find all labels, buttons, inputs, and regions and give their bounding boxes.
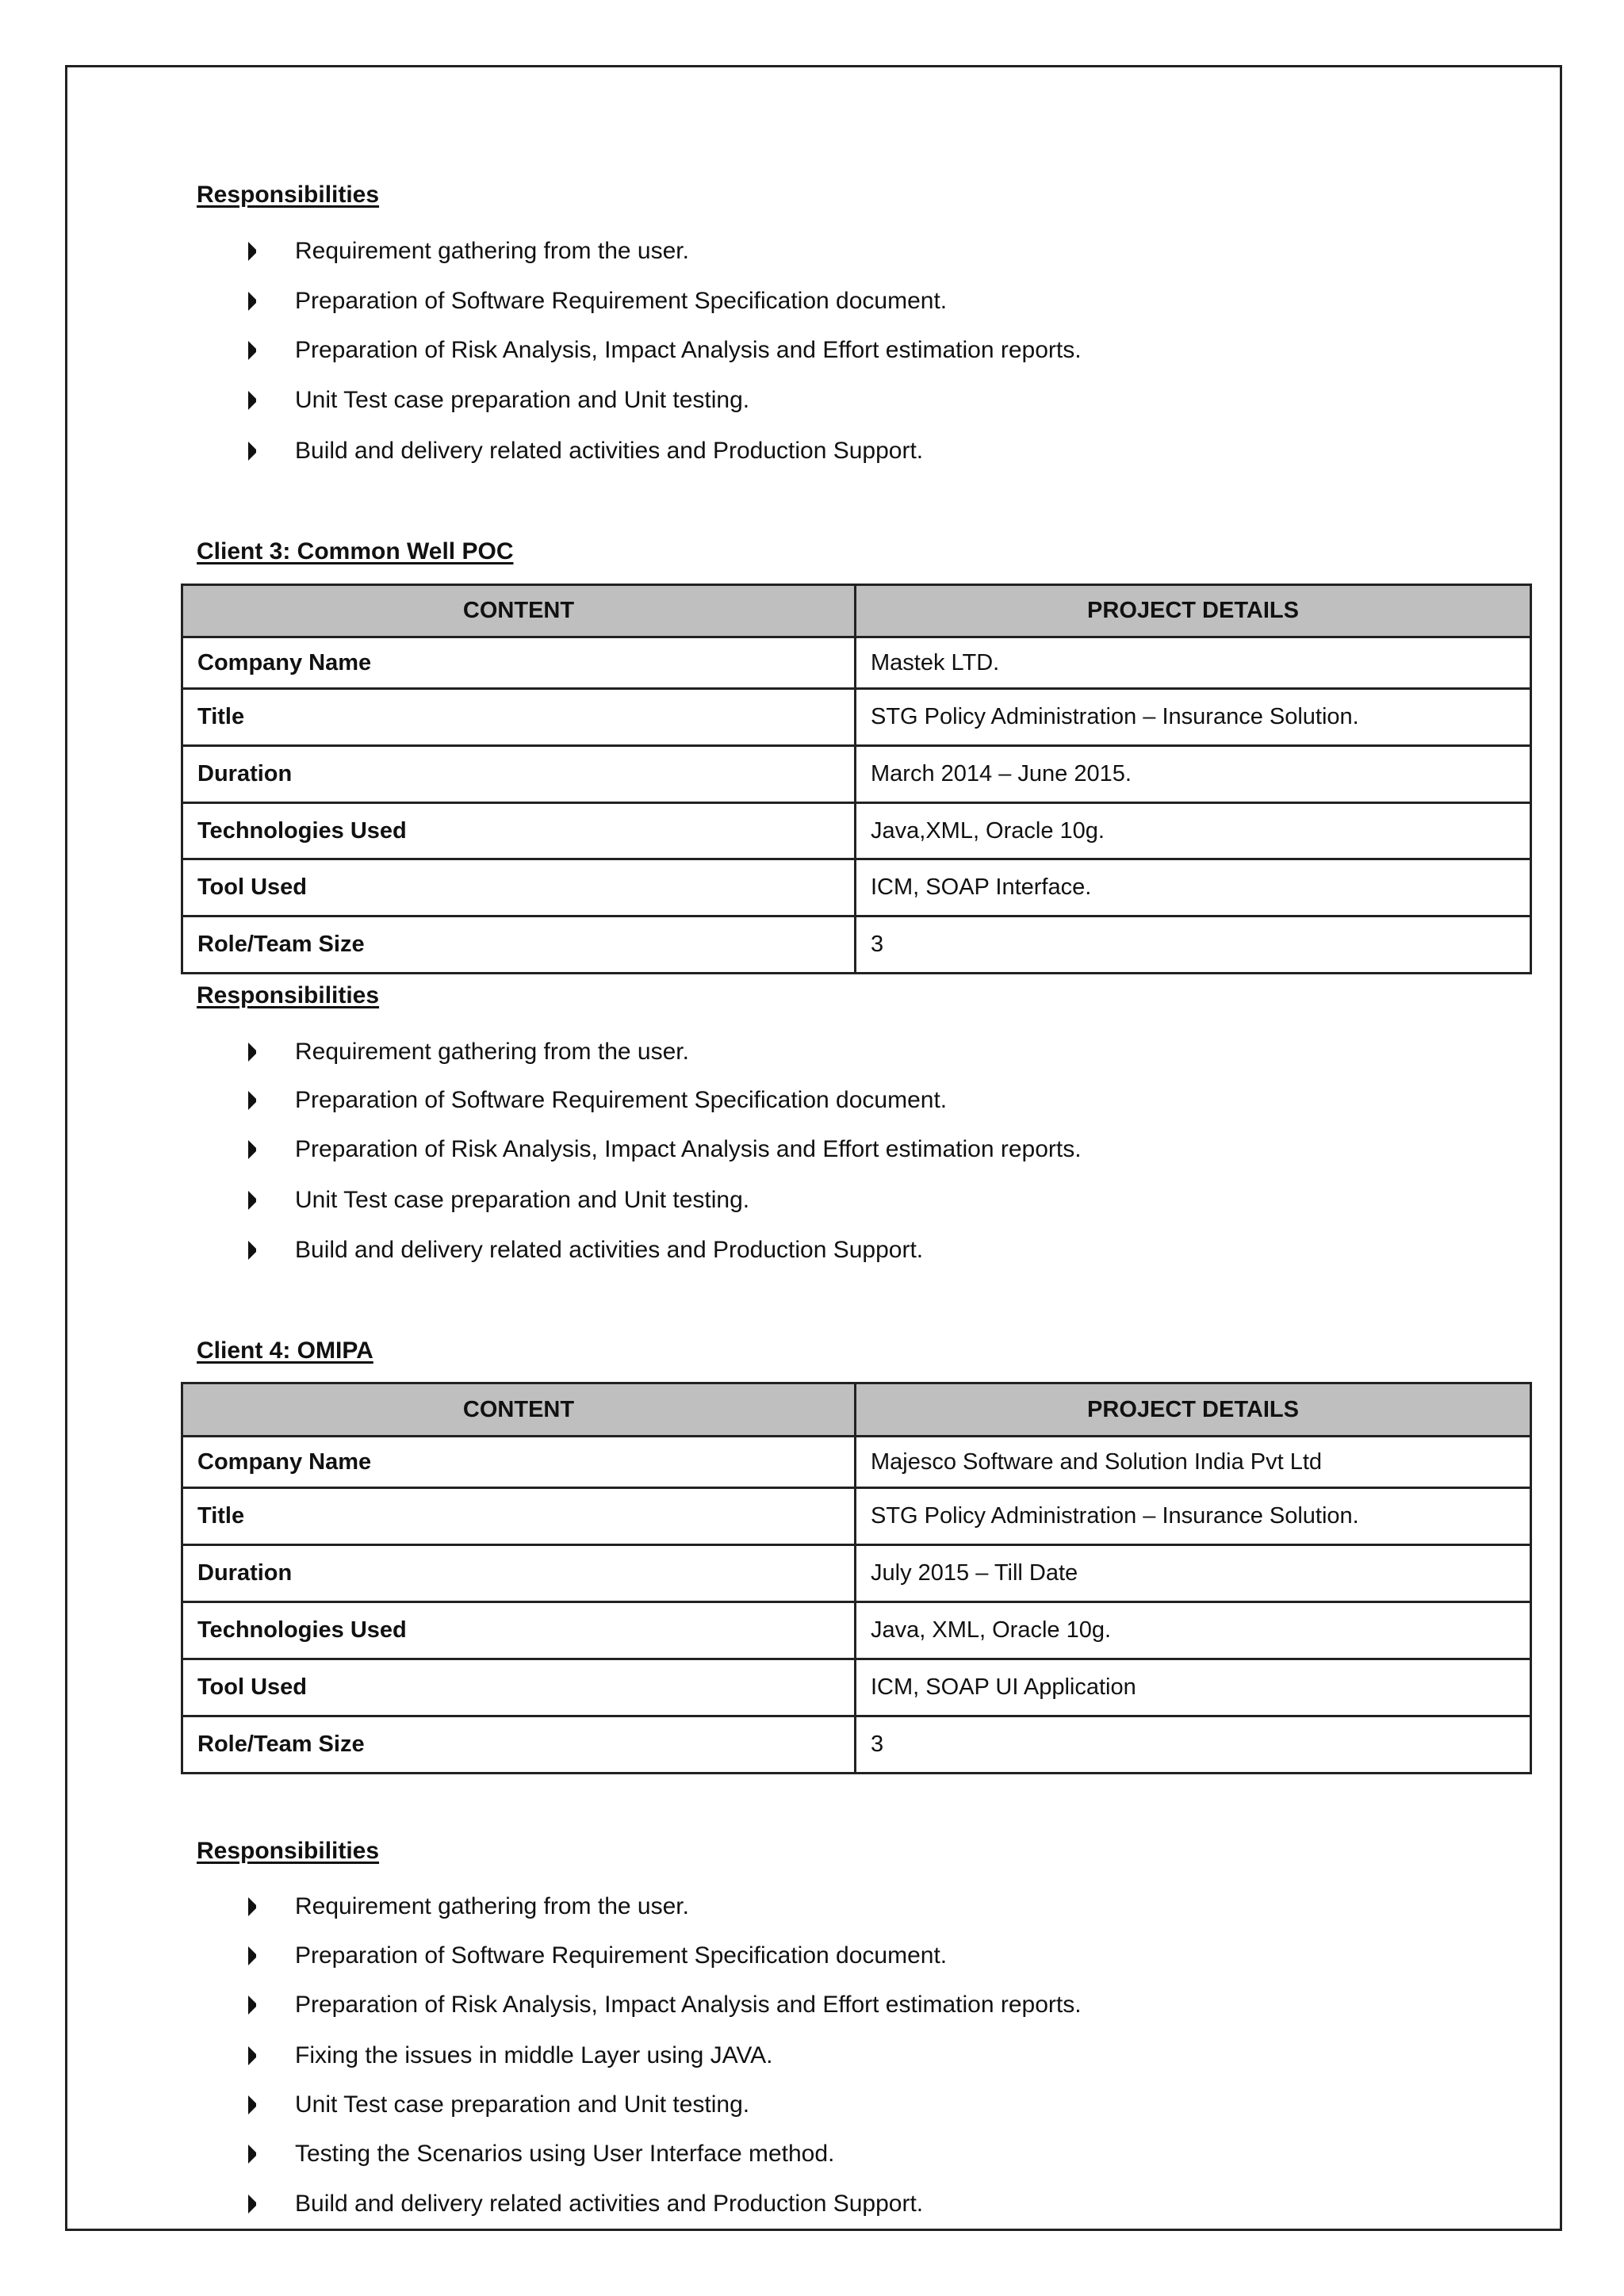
responsibilities-heading: Responsibilities xyxy=(197,182,380,208)
row-value: Mastek LTD. xyxy=(856,637,1531,689)
bullet-arrow-icon xyxy=(247,1189,258,1211)
client-3-heading: Client 3: Common Well POC xyxy=(197,538,514,564)
bullet-arrow-icon xyxy=(247,339,258,362)
list-item: Fixing the issues in middle Layer using JAVA. xyxy=(0,2040,1624,2072)
row-label: Title xyxy=(182,1488,856,1545)
row-value: STG Policy Administration – Insurance Solution. xyxy=(856,1488,1531,1545)
table-row xyxy=(182,859,1531,916)
list-item: Preparation of Risk Analysis, Impact Analysis and Effort estimation reports. xyxy=(0,335,1624,366)
table-row xyxy=(182,1488,1531,1545)
bullet-arrow-icon xyxy=(247,2143,258,2165)
column-header-content: CONTENT xyxy=(182,585,856,637)
bullet-arrow-icon xyxy=(247,2193,258,2215)
list-item: Preparation of Software Requirement Specification document. xyxy=(0,1085,1624,1116)
table-row xyxy=(182,916,1531,974)
bullet-arrow-icon xyxy=(247,240,258,262)
row-label: Role/Team Size xyxy=(182,1716,856,1774)
list-item: Testing the Scenarios using User Interface method. xyxy=(0,2138,1624,2170)
row-value: STG Policy Administration – Insurance Solution. xyxy=(856,689,1531,746)
bullet-arrow-icon xyxy=(247,2045,258,2067)
row-value: Majesco Software and Solution India Pvt Ltd xyxy=(856,1437,1531,1488)
bullet-arrow-icon xyxy=(247,1089,258,1112)
row-value: 3 xyxy=(856,916,1531,974)
client-4-heading: Client 4: OMIPA xyxy=(197,1337,373,1364)
bullet-arrow-icon xyxy=(247,1896,258,1918)
row-label: Technologies Used xyxy=(182,803,856,859)
list-item: Preparation of Software Requirement Specification document. xyxy=(0,1940,1624,1972)
client-3-responsibilities-heading: Responsibilities xyxy=(197,982,380,1008)
bullet-arrow-icon xyxy=(247,389,258,411)
table-row xyxy=(182,803,1531,859)
row-label: Company Name xyxy=(182,637,856,689)
row-value: ICM, SOAP UI Application xyxy=(856,1659,1531,1716)
row-value: July 2015 – Till Date xyxy=(856,1545,1531,1602)
bullet-arrow-icon xyxy=(247,1994,258,2016)
table-row xyxy=(182,1716,1531,1774)
table-row xyxy=(182,689,1531,746)
bullet-arrow-icon xyxy=(247,440,258,462)
row-label: Duration xyxy=(182,746,856,803)
row-value: Java, XML, Oracle 10g. xyxy=(856,1602,1531,1659)
list-item: Preparation of Risk Analysis, Impact Analysis and Effort estimation reports. xyxy=(0,1134,1624,1165)
row-label: Company Name xyxy=(182,1437,856,1488)
list-item: Build and delivery related activities and Production Support. xyxy=(0,2188,1624,2220)
table-header-row xyxy=(182,585,1531,637)
bullet-arrow-icon xyxy=(247,1945,258,1967)
table-row xyxy=(182,1437,1531,1488)
client-4-responsibilities-heading: Responsibilities xyxy=(197,1838,380,1864)
list-item: Preparation of Software Requirement Specification document. xyxy=(0,285,1624,317)
table-row xyxy=(182,1602,1531,1659)
column-header-project-details: PROJECT DETAILS xyxy=(856,1383,1531,1437)
list-item: Requirement gathering from the user. xyxy=(0,1036,1624,1068)
row-label: Technologies Used xyxy=(182,1602,856,1659)
row-label: Tool Used xyxy=(182,859,856,916)
list-item: Unit Test case preparation and Unit testing. xyxy=(0,1184,1624,1216)
bullet-arrow-icon xyxy=(247,1041,258,1063)
column-header-project-details: PROJECT DETAILS xyxy=(856,585,1531,637)
row-label: Duration xyxy=(182,1545,856,1602)
client-4-details-table xyxy=(181,1382,1532,1774)
row-value: ICM, SOAP Interface. xyxy=(856,859,1531,916)
row-value: 3 xyxy=(856,1716,1531,1774)
row-label: Tool Used xyxy=(182,1659,856,1716)
bullet-arrow-icon xyxy=(247,290,258,312)
list-item: Requirement gathering from the user. xyxy=(0,1891,1624,1923)
table-row xyxy=(182,746,1531,803)
table-row xyxy=(182,1545,1531,1602)
table-row xyxy=(182,1659,1531,1716)
list-item: Build and delivery related activities and Production Support. xyxy=(0,1234,1624,1266)
list-item: Unit Test case preparation and Unit testing. xyxy=(0,385,1624,416)
row-value: Java,XML, Oracle 10g. xyxy=(856,803,1531,859)
table-header-row xyxy=(182,1383,1531,1437)
client-3-details-table xyxy=(181,584,1532,974)
row-label: Role/Team Size xyxy=(182,916,856,974)
table-row xyxy=(182,637,1531,689)
bullet-arrow-icon xyxy=(247,2094,258,2116)
bullet-arrow-icon xyxy=(247,1239,258,1261)
row-label: Title xyxy=(182,689,856,746)
list-item: Preparation of Risk Analysis, Impact Analysis and Effort estimation reports. xyxy=(0,1989,1624,2021)
list-item: Unit Test case preparation and Unit testing. xyxy=(0,2089,1624,2121)
list-item: Requirement gathering from the user. xyxy=(0,235,1624,267)
list-item: Build and delivery related activities and Production Support. xyxy=(0,435,1624,467)
bullet-arrow-icon xyxy=(247,1138,258,1161)
column-header-content: CONTENT xyxy=(182,1383,856,1437)
row-value: March 2014 – June 2015. xyxy=(856,746,1531,803)
